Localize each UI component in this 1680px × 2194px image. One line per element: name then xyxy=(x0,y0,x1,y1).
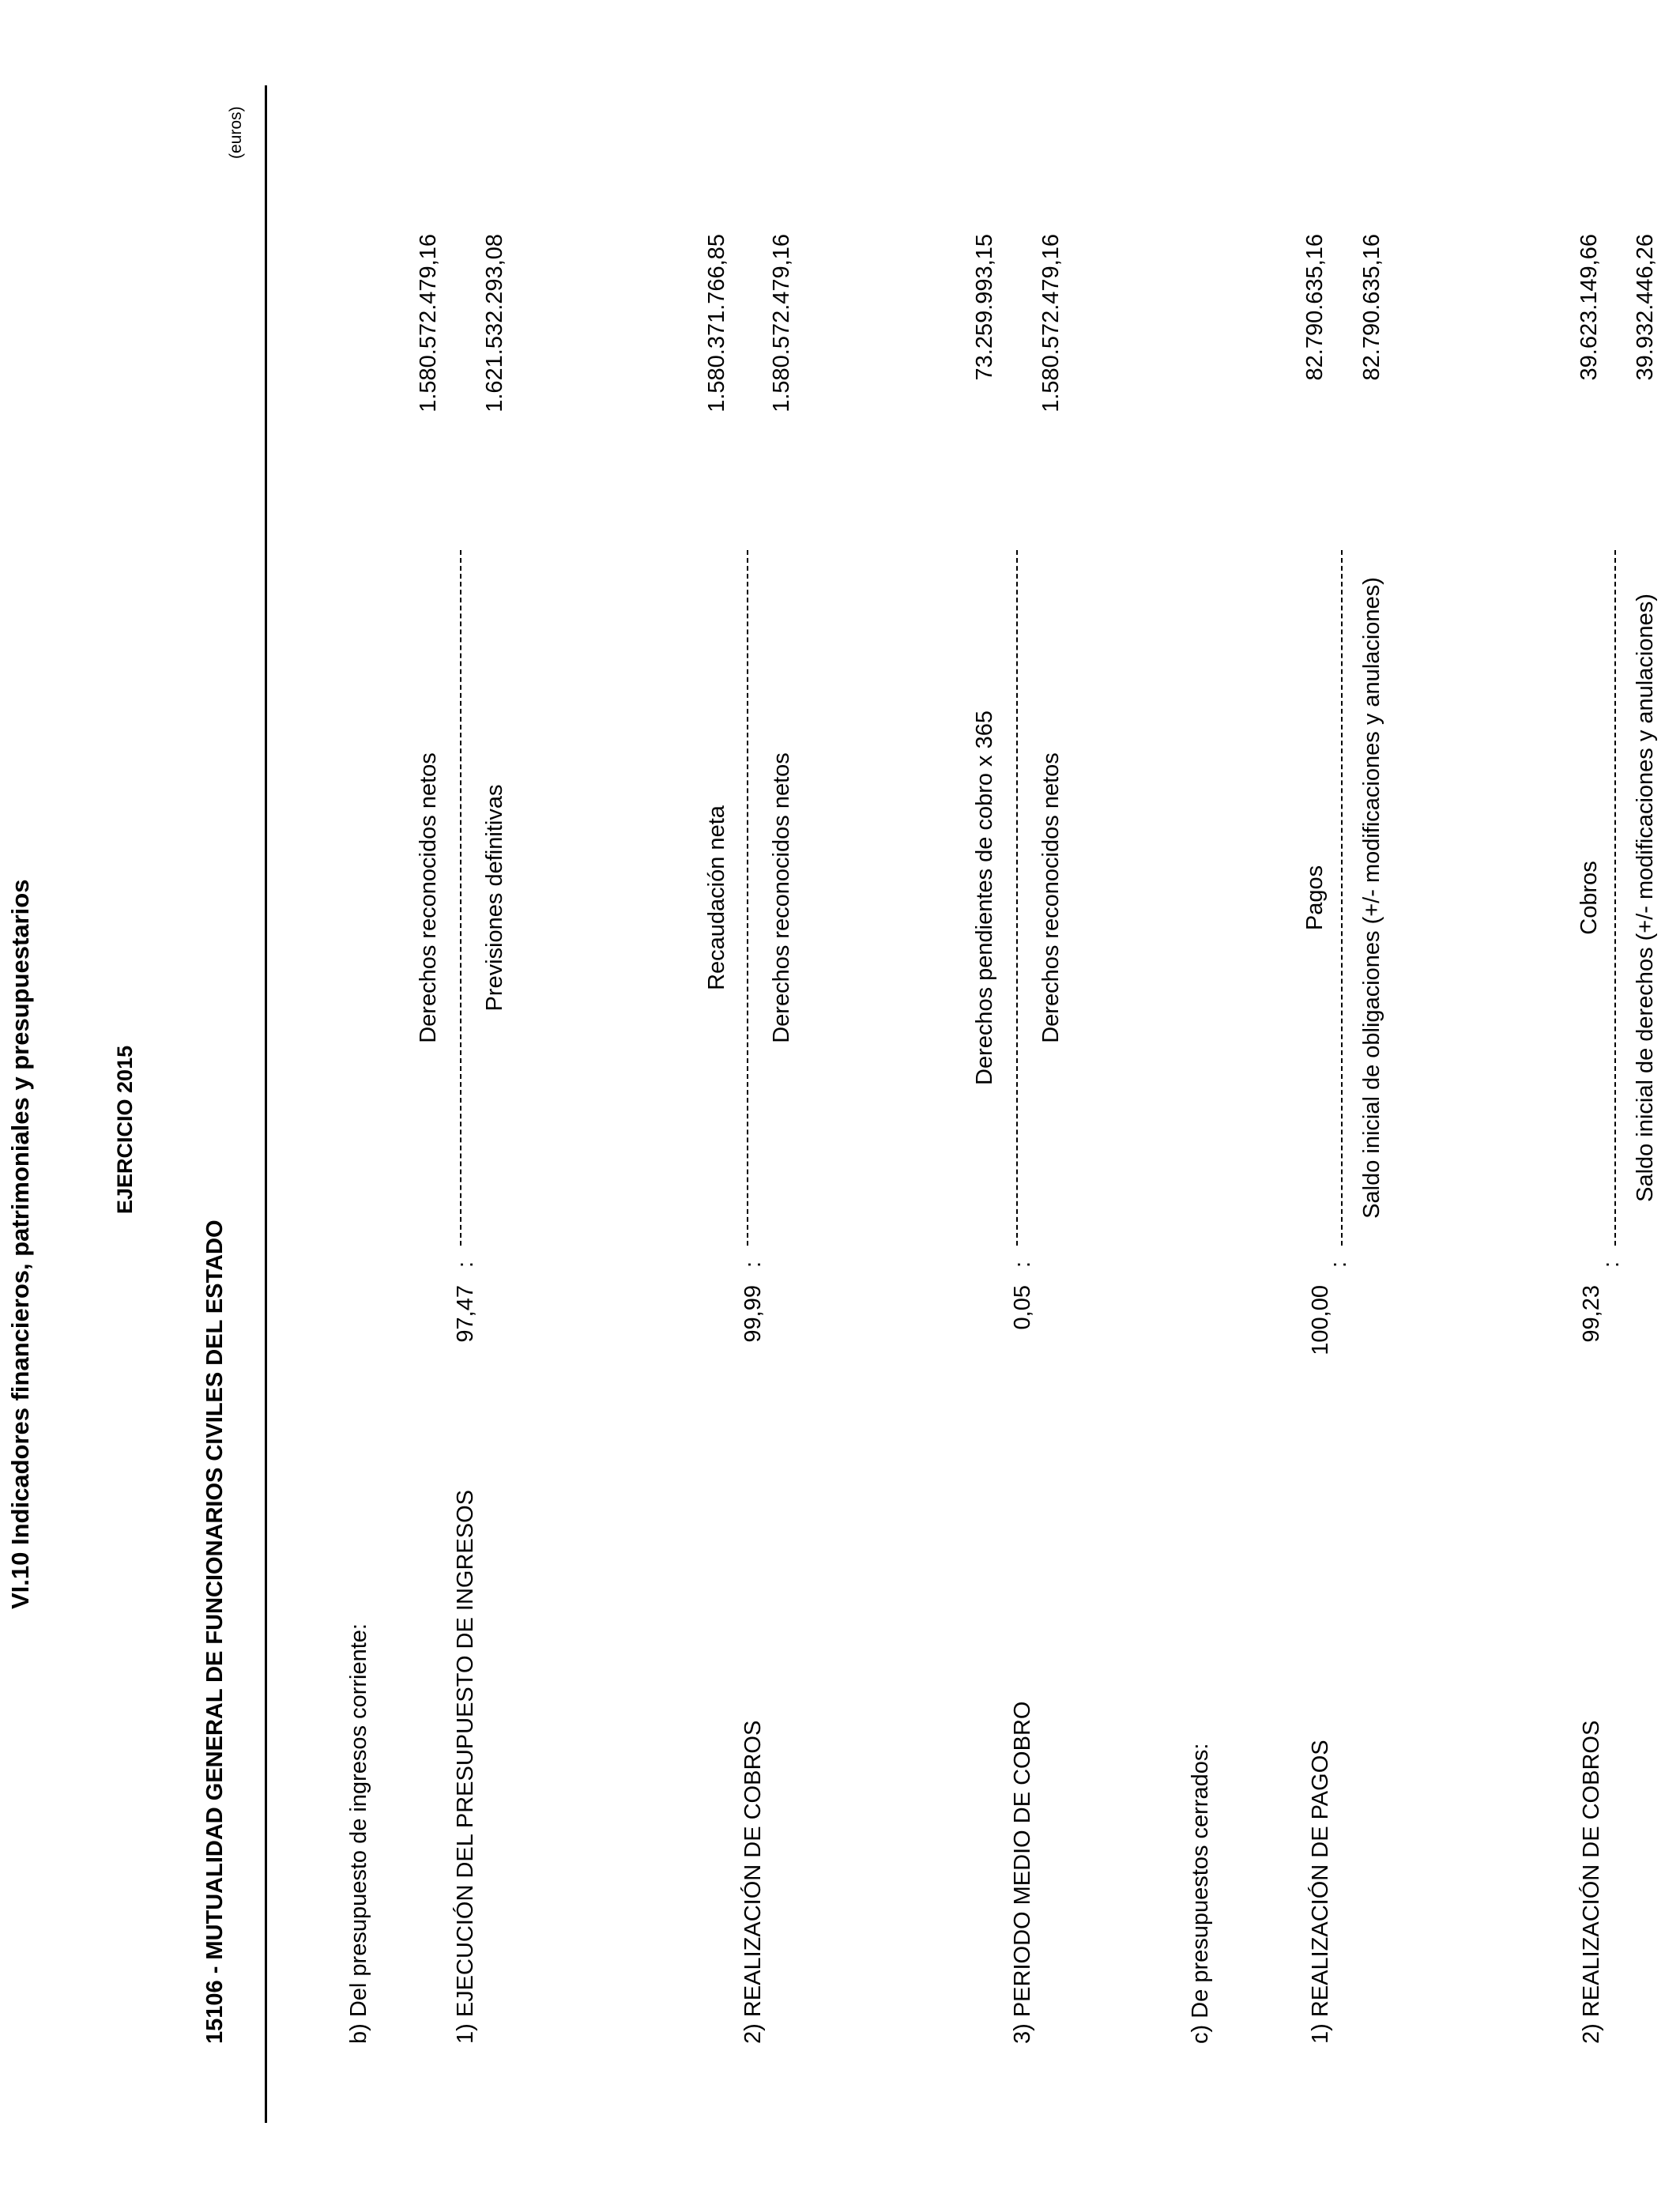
denominator-value: 82.790.635,16 xyxy=(1359,234,1384,381)
section-b-title: b) Del presupuesto de ingresos corriente: xyxy=(346,1623,371,2044)
numerator-label: Derechos reconocidos netos xyxy=(416,752,441,1043)
colon: : xyxy=(740,1261,766,1268)
denominator-label: Saldo inicial de derechos (+/- modificaciones y anulaciones) xyxy=(1633,594,1658,1202)
indicator-label: 2) REALIZACIÓN DE COBROS xyxy=(1579,1720,1604,2044)
indicator-value: 99,23 xyxy=(1579,1285,1604,1343)
section-c-title: c) De presupuestos cerrados: xyxy=(1188,1743,1213,2044)
header-rule xyxy=(265,85,267,2123)
indicator-value: 97,47 xyxy=(453,1285,478,1343)
indicator-value: 0,05 xyxy=(1010,1285,1035,1330)
fraction-line xyxy=(1341,550,1343,1246)
fraction-line xyxy=(1614,550,1616,1246)
indicator-value: 99,99 xyxy=(740,1285,766,1343)
fraction-line xyxy=(460,550,461,1246)
numerator-value: 73.259.993,15 xyxy=(972,234,997,381)
indicator-value: 100,00 xyxy=(1308,1285,1333,1355)
denominator-value: 39.932.446,26 xyxy=(1633,234,1658,381)
fraction-line xyxy=(747,550,748,1246)
denominator-label: Previsiones definitivas xyxy=(482,784,507,1012)
numerator-value: 39.623.149,66 xyxy=(1576,234,1602,381)
numerator-label: Recaudación neta xyxy=(704,805,729,990)
denominator-value: 1.580.572.479,16 xyxy=(769,234,794,413)
numerator-value: 1.580.572.479,16 xyxy=(416,234,441,413)
entity-heading: 15106 - MUTUALIDAD GENERAL DE FUNCIONARIOS CIVILES DEL ESTADO xyxy=(202,1220,228,2044)
unit-label: (euros) xyxy=(227,106,245,159)
fraction-line xyxy=(1016,550,1018,1246)
numerator-value: 82.790.635,16 xyxy=(1302,234,1328,381)
numerator-label: Derechos pendientes de cobro x 365 xyxy=(972,711,997,1085)
denominator-label: Derechos reconocidos netos xyxy=(1038,752,1064,1043)
indicator-label: 1) EJECUCIÓN DEL PRESUPUESTO DE INGRESOS xyxy=(453,1490,478,2044)
numerator-label: Cobros xyxy=(1576,861,1602,935)
denominator-value: 1.621.532.293,08 xyxy=(482,234,507,413)
exercise-heading: EJERCICIO 2015 xyxy=(113,1045,137,1214)
denominator-label: Derechos reconocidos netos xyxy=(769,752,794,1043)
colon: : xyxy=(1010,1261,1035,1268)
indicator-label: 2) REALIZACIÓN DE COBROS xyxy=(740,1720,766,2044)
colon: : xyxy=(1326,1261,1351,1268)
colon: : xyxy=(1599,1261,1624,1268)
indicator-label: 3) PERIODO MEDIO DE COBRO xyxy=(1010,1701,1035,2044)
colon: : xyxy=(453,1261,478,1268)
denominator-label: Saldo inicial de obligaciones (+/- modificaciones y anulaciones) xyxy=(1359,577,1384,1219)
numerator-value: 1.580.371.766,85 xyxy=(704,234,729,413)
numerator-label: Pagos xyxy=(1302,865,1328,931)
page-title: VI.10 Indicadores financieros, patrimoniales y presupuestarios xyxy=(6,879,34,1609)
indicator-label: 1) REALIZACIÓN DE PAGOS xyxy=(1308,1740,1333,2044)
denominator-value: 1.580.572.479,16 xyxy=(1038,234,1064,413)
